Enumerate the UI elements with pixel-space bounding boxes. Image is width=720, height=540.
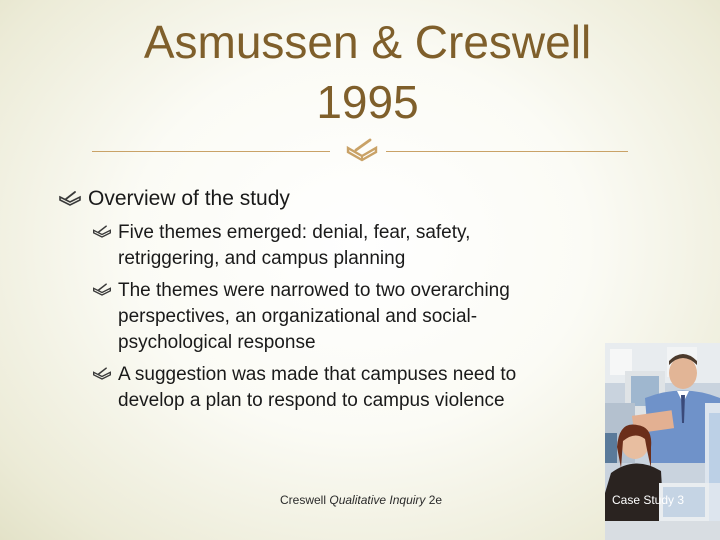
bullet-item-text: The themes were narrowed to two overarching perspectives, an organizational and social-psychological response <box>118 280 510 353</box>
footer-source-title: Qualitative Inquiry <box>329 493 426 507</box>
office-photo <box>605 343 720 540</box>
bullet-item <box>92 278 572 356</box>
book-pen-icon <box>92 367 112 381</box>
footer-page-label: Case Study 3 <box>612 493 685 507</box>
footer-source <box>280 493 442 507</box>
bullet-item <box>92 220 572 272</box>
bullet-item <box>92 362 572 414</box>
title-divider-right <box>386 151 628 152</box>
title-divider-left <box>92 151 330 152</box>
slide-title <box>0 12 720 132</box>
bullet-item-text: Five themes emerged: denial, fear, safety, retriggering, and campus planning <box>118 222 471 269</box>
book-pen-icon <box>92 225 112 239</box>
footer-source-author: Creswell <box>280 493 327 507</box>
title-line-1: Asmussen & Creswell <box>143 16 592 68</box>
footer-source-edition: 2e <box>428 493 443 507</box>
book-pen-icon <box>92 283 112 297</box>
bullet-level1-text: Overview of the study <box>88 187 290 210</box>
bullet-item-text: A suggestion was made that campuses need to develop a plan to respond to campus violence <box>118 364 517 411</box>
bullet-level1 <box>58 186 290 212</box>
title-line-2: 1995 <box>316 76 419 128</box>
book-pen-icon <box>58 191 82 207</box>
book-pen-icon <box>342 138 382 164</box>
